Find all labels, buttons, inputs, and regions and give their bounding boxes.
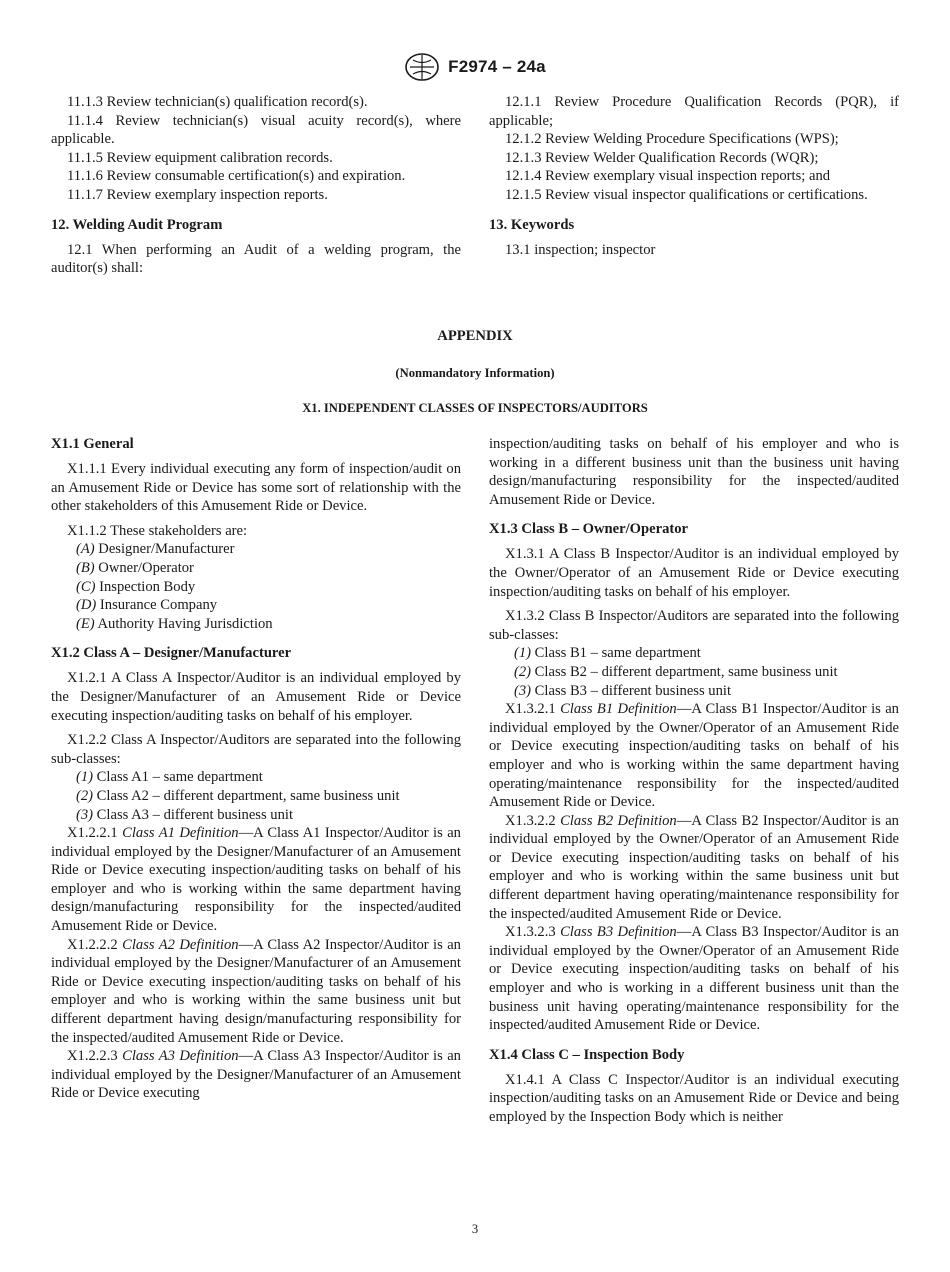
- subclass-item: (2) Class A2 – different department, same business unit: [76, 787, 400, 804]
- x1-title: X1. INDEPENDENT CLASSES OF INSPECTORS/AUDITORS: [302, 401, 648, 415]
- item-12-1-4: 12.1.4 Review exemplary visual inspection reports; and: [505, 168, 831, 185]
- x1-3-2-1: X1.3.2.1 Class B1 Definition—A Class B1 Inspector/Auditor is an individual employed by the Owner/Operator of an Amusement Ride or Device executing inspection/auditing tasks on behalf of his employer and who is working within the same department having operating/maintenance responsibility for the inspected/audited Amusement Ride or Device.: [489, 701, 899, 811]
- appendix-subtitle: (Nonmandatory Information): [395, 366, 555, 380]
- x1-1-1: X1.1.1 Every individual executing any form of inspection/audit on an Amusement Ride or Device has some sort of relationship with the other stakeholders of this Amusement Ride or Device.: [51, 461, 461, 515]
- stakeholder-item: (C) Inspection Body: [76, 578, 196, 595]
- top-right-column: [489, 93, 899, 259]
- stakeholder-item: (A) Designer/Manufacturer: [76, 541, 235, 558]
- item-13-1: 13.1 inspection; inspector: [505, 241, 656, 258]
- appendix-right-column: [489, 435, 899, 1127]
- stakeholder-item: (D) Insurance Company: [76, 597, 218, 614]
- subclass-item: (2) Class B2 – different department, same business unit: [514, 663, 838, 680]
- subclass-item: (1) Class B1 – same department: [514, 645, 701, 662]
- item-12-1-3: 12.1.3 Review Welder Qualification Records (WQR);: [505, 149, 819, 166]
- x1-3-heading: X1.3 Class B – Owner/Operator: [489, 521, 689, 538]
- item-11-1-6: 11.1.6 Review consumable certification(s) and expiration.: [67, 168, 406, 185]
- designation: F2974 – 24a: [448, 56, 546, 76]
- item-12-1: 12.1 When performing an Audit of a welding program, the auditor(s) shall:: [51, 241, 461, 277]
- section-12-heading: 12. Welding Audit Program: [51, 216, 223, 233]
- item-12-1-1: 12.1.1 Review Procedure Qualification Records (PQR), if applicable;: [489, 94, 899, 129]
- stakeholder-item: (E) Authority Having Jurisdiction: [76, 615, 273, 632]
- appendix-title: APPENDIX: [437, 328, 513, 344]
- stakeholder-item: (B) Owner/Operator: [76, 559, 194, 576]
- page-number: 3: [471, 1222, 479, 1236]
- x1-2-2-3-continued: inspection/auditing tasks on behalf of his employer and who is working in a different business unit than the business unit having design/manufacturing responsibility for the inspected/audited Amusement Ride or Device.: [489, 436, 899, 508]
- subclass-item: (1) Class A1 – same department: [76, 769, 263, 786]
- x1-4-heading: X1.4 Class C – Inspection Body: [489, 1046, 685, 1063]
- x1-2-2: X1.2.2 Class A Inspector/Auditors are separated into the following sub-classes:: [51, 732, 461, 767]
- x1-4-1: X1.4.1 A Class C Inspector/Auditor is an individual executing inspection/auditing tasks on an Amusement Ride or Device and being employed by the Inspection Body which is neither: [489, 1071, 899, 1125]
- item-11-1-7: 11.1.7 Review exemplary inspection reports.: [67, 186, 328, 203]
- x1-3-2-2: X1.3.2.2 Class B2 Definition—A Class B2 Inspector/Auditor is an individual employed by the Owner/Operator of an Amusement Ride or Device executing inspection/auditing tasks on behalf of his employer and who is working within the same business unit but different department having operating/maintenance responsibility for the inspected/audited Amusement Ride or Device.: [489, 812, 899, 922]
- x1-2-2-2: X1.2.2.2 Class A2 Definition—A Class A2 Inspector/Auditor is an individual employed by the Designer/Manufacturer of an Amusement Ride or Device executing inspection/auditing tasks on behalf of his employer and who is working within the same business unit but different department having design/manufacturing responsibility for the inspected/audited Amusement Ride or Device.: [51, 936, 461, 1046]
- item-11-1-4: 11.1.4 Review technician(s) visual acuity record(s), where applicable.: [51, 112, 461, 148]
- x1-3-2-3: X1.3.2.3 Class B3 Definition—A Class B3 Inspector/Auditor is an individual employed by the Owner/Operator of an Amusement Ride or Device executing inspection/auditing tasks on behalf of his employer and who is working in a different business unit than the business unit having operating/maintenance responsibility for the inspected/audited Amusement Ride or Device.: [489, 924, 899, 1034]
- x1-3-1: X1.3.1 A Class B Inspector/Auditor is an individual employed by the Owner/Operator of an Amusement Ride or Device executing inspection/auditing tasks on behalf of his employer.: [489, 546, 899, 600]
- x1-2-1: X1.2.1 A Class A Inspector/Auditor is an individual employed by the Designer/Manufacturer of an Amusement Ride or Device executing inspection/auditing tasks on behalf of his employer.: [51, 670, 461, 724]
- x1-2-2-3: X1.2.2.3 Class A3 Definition—A Class A3 Inspector/Auditor is an individual employed by the Designer/Manufacturer of an Amusement Ride or Device executing: [51, 1048, 461, 1102]
- item-12-1-2: 12.1.2 Review Welding Procedure Specifications (WPS);: [505, 131, 839, 148]
- subclass-item: (3) Class A3 – different business unit: [76, 806, 294, 823]
- astm-logo-icon: [404, 52, 440, 82]
- item-11-1-3: 11.1.3 Review technician(s) qualification record(s).: [67, 94, 368, 110]
- section-13-heading: 13. Keywords: [489, 216, 575, 233]
- subclass-item: (3) Class B3 – different business unit: [514, 682, 732, 699]
- top-left-column: [51, 93, 461, 278]
- x1-2-2-1: X1.2.2.1 Class A1 Definition—A Class A1 Inspector/Auditor is an individual employed by the Designer/Manufacturer of an Amusement Ride or Device executing inspection/auditing tasks on behalf of his employer and who is working within the same department having design/manufacturing responsibility for the inspected/audited Amusement Ride or Device.: [51, 825, 461, 935]
- x1-2-heading: X1.2 Class A – Designer/Manufacturer: [51, 645, 292, 662]
- x1-3-2: X1.3.2 Class B Inspector/Auditors are separated into the following sub-classes:: [489, 608, 899, 643]
- item-11-1-5: 11.1.5 Review equipment calibration records.: [67, 149, 333, 166]
- x1-1-heading: X1.1 General: [51, 436, 134, 452]
- appendix-left-column: [51, 435, 461, 1103]
- item-12-1-5: 12.1.5 Review visual inspector qualifications or certifications.: [505, 186, 868, 203]
- page-header: [0, 52, 950, 82]
- x1-1-2: X1.1.2 These stakeholders are:: [67, 522, 248, 539]
